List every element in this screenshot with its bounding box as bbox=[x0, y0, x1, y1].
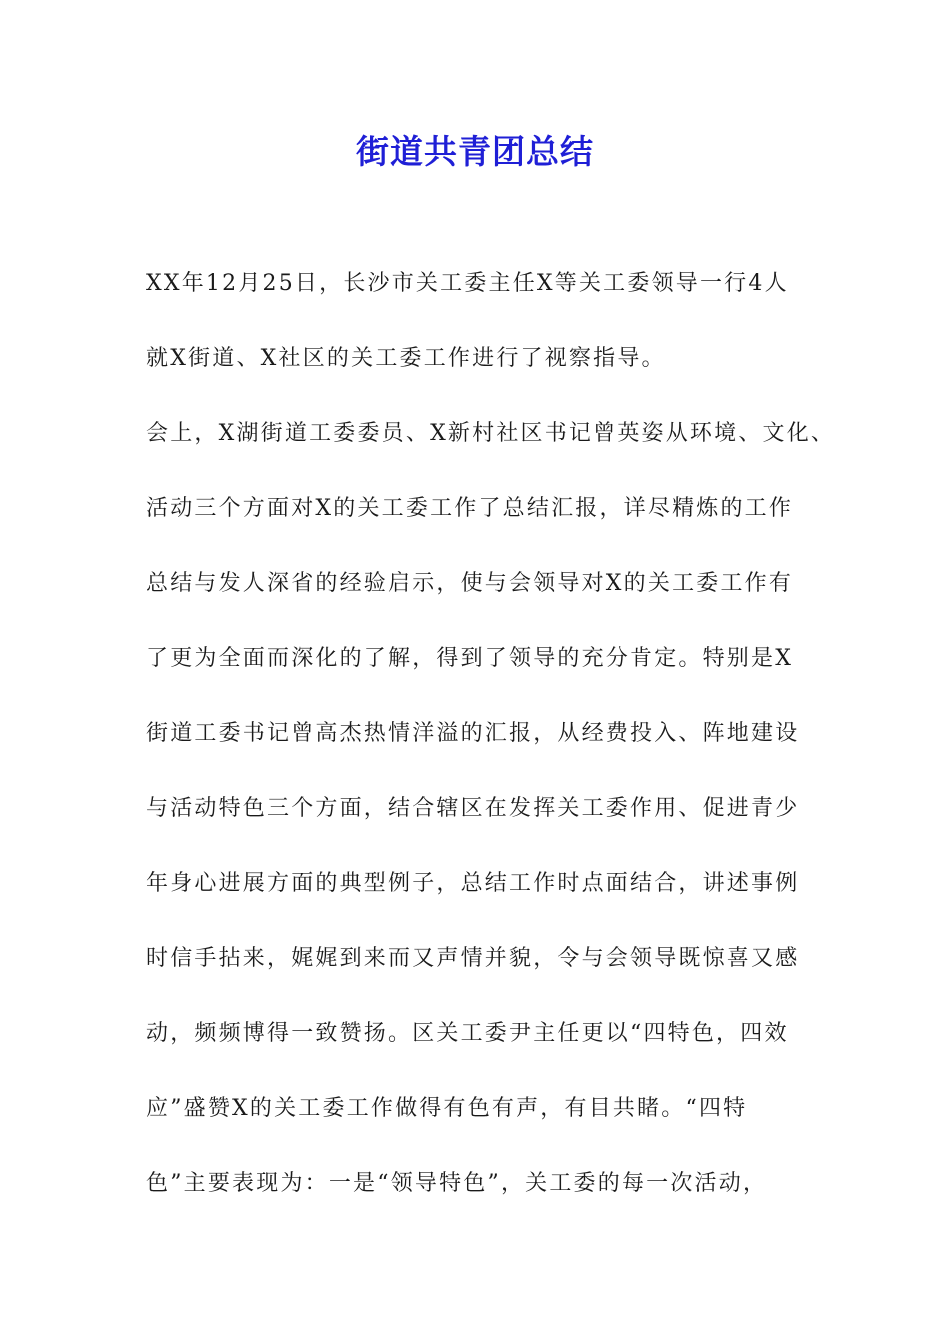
paragraph-line: 色”主要表现为：一是“领导特色”，关工委的每一次活动， bbox=[146, 1171, 768, 1196]
paragraph-line: 就X街道、X社区的关工委工作进行了视察指导。 bbox=[146, 346, 666, 371]
paragraph-line: 街道工委书记曾高杰热情洋溢的汇报，从经费投入、阵地建设 bbox=[146, 721, 800, 746]
paragraph-line: 活动三个方面对X的关工委工作了总结汇报，详尽精炼的工作 bbox=[146, 496, 794, 521]
paragraph-line: XX年12月25日，长沙市关工委主任X等关工委领导一行4人 bbox=[146, 271, 789, 296]
document-title: 街道共青团总结 bbox=[356, 132, 594, 171]
paragraph-line: 了更为全面而深化的了解，得到了领导的充分肯定。特别是X bbox=[146, 646, 794, 671]
paragraph-line: 年身心进展方面的典型例子，总结工作时点面结合，讲述事例 bbox=[146, 871, 800, 896]
paragraph-line: 会上，X湖街道工委委员、X新村社区书记曾英姿从环境、文化、 bbox=[146, 421, 836, 446]
paragraph-line: 动，频频博得一致赞扬。区关工委尹主任更以“四特色，四效 bbox=[146, 1021, 789, 1046]
paragraph-line: 与活动特色三个方面，结合辖区在发挥关工委作用、促进青少 bbox=[146, 796, 800, 821]
document-body bbox=[146, 262, 836, 1237]
paragraph-line: 应”盛赞X的关工委工作做得有色有声，有目共睹。“四特 bbox=[146, 1096, 748, 1121]
paragraph-line: 时信手拈来，娓娓到来而又声情并貌，令与会领导既惊喜又感 bbox=[146, 946, 800, 971]
paragraph-line: 总结与发人深省的经验启示，使与会领导对X的关工委工作有 bbox=[146, 571, 794, 596]
